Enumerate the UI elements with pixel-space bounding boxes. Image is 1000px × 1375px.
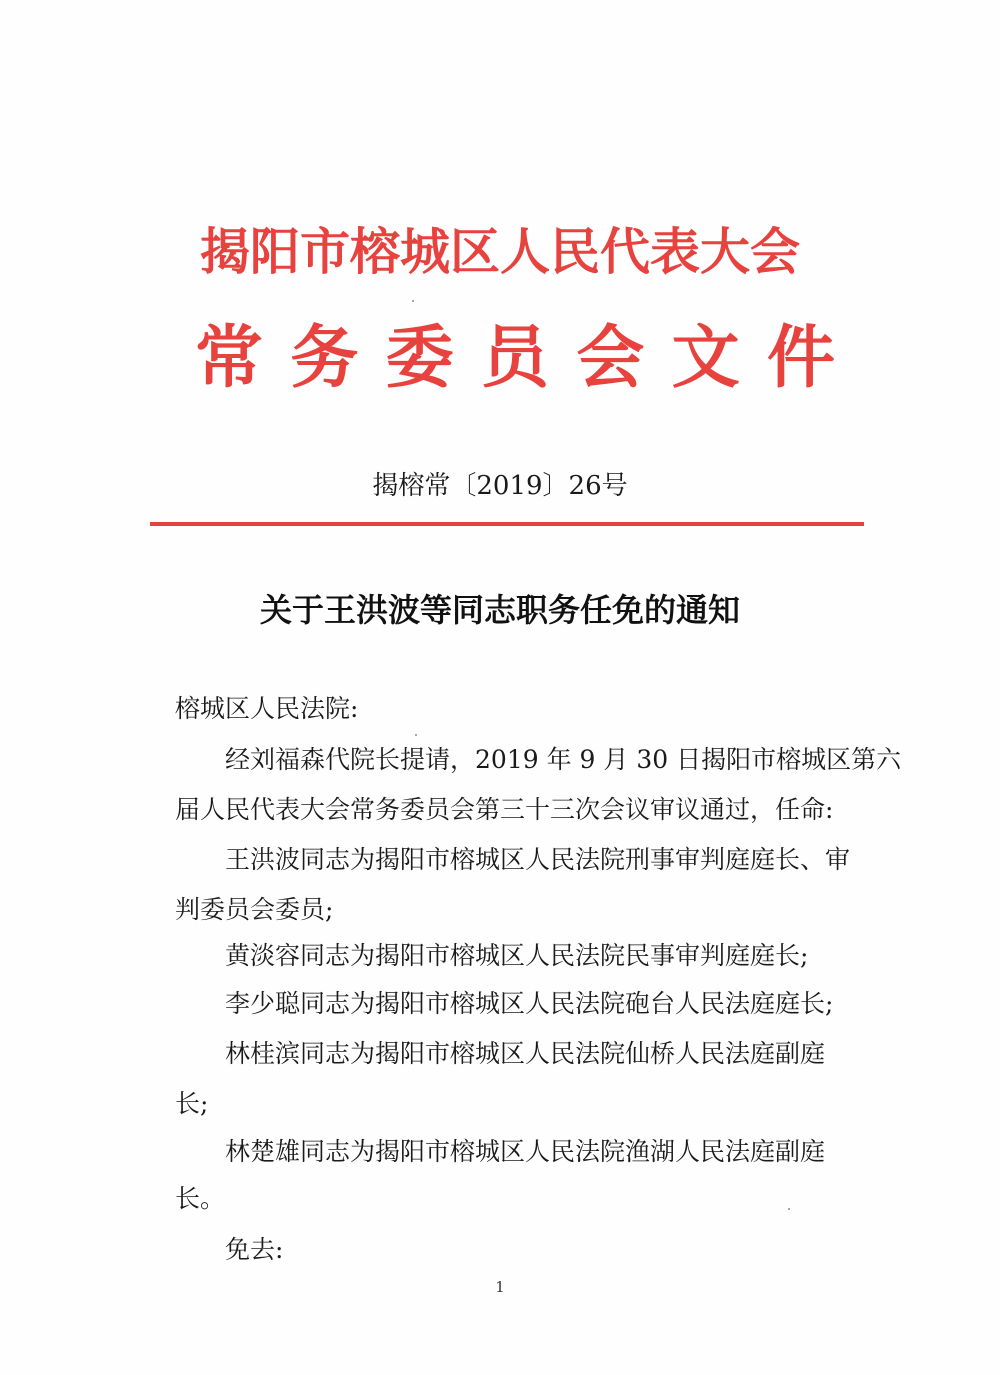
issuing-authority-line2 bbox=[195, 318, 835, 398]
header-char: 件 bbox=[766, 318, 835, 398]
body-line: 经刘福森代院长提请，2019 年 9 月 30 日揭阳市榕城区第六 bbox=[175, 745, 902, 774]
body-line: 届人民代表大会常务委员会第三十三次会议审议通过，任命: bbox=[175, 795, 834, 824]
body-line: 林楚雄同志为揭阳市榕城区人民法院渔湖人民法庭副庭 bbox=[175, 1137, 826, 1166]
header-char: 常 bbox=[195, 318, 264, 398]
body-line: 长; bbox=[175, 1089, 209, 1118]
scan-speck bbox=[412, 300, 414, 302]
body-line: 长。 bbox=[175, 1184, 226, 1213]
body-line: 林桂滨同志为揭阳市榕城区人民法院仙桥人民法庭副庭 bbox=[175, 1039, 826, 1068]
page-number: 1 bbox=[495, 1278, 505, 1296]
salutation-line: 榕城区人民法院: bbox=[175, 694, 359, 723]
body-line: 李少聪同志为揭阳市榕城区人民法院砲台人民法庭庭长; bbox=[175, 989, 834, 1018]
document-title: 关于王洪波等同志职务任免的通知 bbox=[259, 591, 740, 629]
body-line: 王洪波同志为揭阳市榕城区人民法院刑事审判庭庭长、审 bbox=[175, 845, 851, 874]
body-line: 黄淡容同志为揭阳市榕城区人民法院民事审判庭庭长; bbox=[175, 941, 809, 970]
header-char: 委 bbox=[385, 318, 454, 398]
body-line: 判委员会委员; bbox=[175, 895, 334, 924]
red-divider-rule bbox=[150, 522, 864, 526]
issuing-authority-line1: 揭阳市榕城区人民代表大会 bbox=[200, 222, 800, 281]
header-char: 文 bbox=[671, 318, 740, 398]
scan-speck bbox=[415, 734, 417, 736]
document-number: 揭榕常〔2019〕26号 bbox=[372, 471, 628, 501]
body-line: 免去: bbox=[175, 1235, 284, 1264]
header-char: 员 bbox=[480, 318, 549, 398]
header-char: 务 bbox=[290, 318, 359, 398]
scan-speck bbox=[788, 1208, 790, 1210]
header-char: 会 bbox=[576, 318, 645, 398]
